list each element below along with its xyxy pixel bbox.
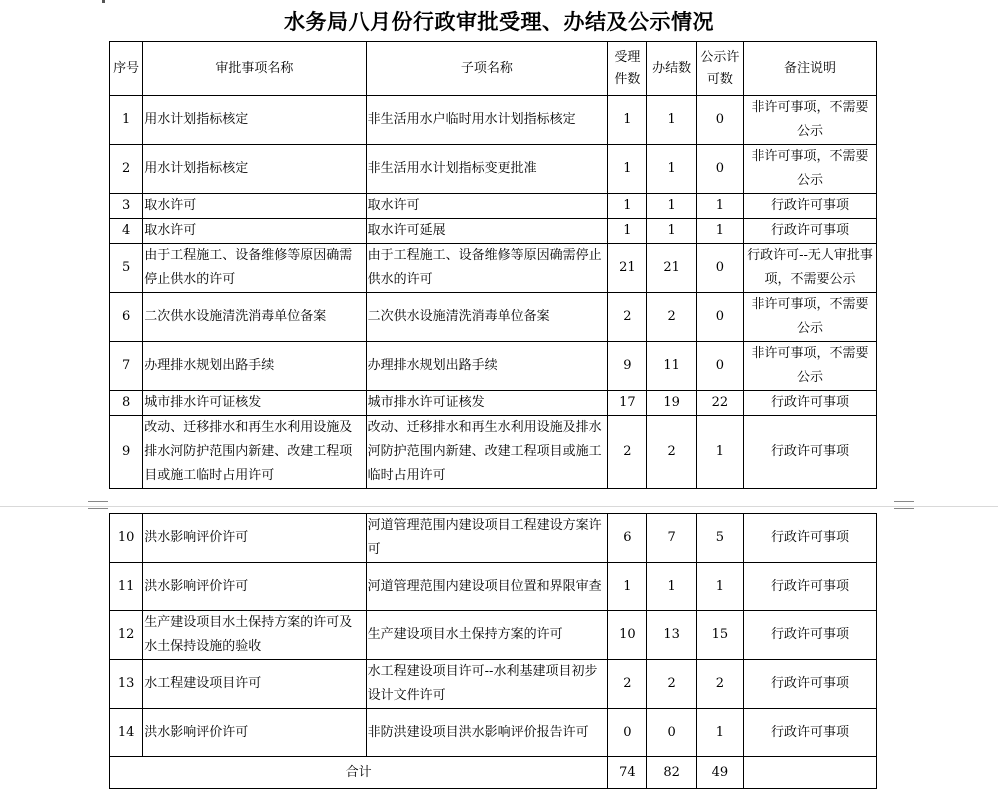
row-sub-item-name: 城市排水许可证核发 [366, 391, 608, 416]
header-sub: 子项名称 [366, 42, 608, 96]
row-received: 6 [608, 514, 647, 563]
row-item-name: 办理排水规划出路手续 [143, 342, 366, 391]
row-item-name: 取水许可 [143, 194, 366, 219]
row-sub-item-name: 取水许可 [366, 194, 608, 219]
row-item-name: 由于工程施工、设备维修等原因确需停止供水的许可 [143, 244, 366, 293]
row-sub-item-name: 取水许可延展 [366, 219, 608, 244]
header-completed: 办结数 [647, 42, 696, 96]
table-row [110, 145, 877, 194]
table-row [110, 563, 877, 611]
table-row [110, 293, 877, 342]
row-sub-item-name: 河道管理范围内建设项目工程建设方案许可 [366, 514, 608, 563]
table-row [110, 709, 877, 757]
row-item-name: 用水计划指标核定 [143, 145, 366, 194]
row-seq: 9 [110, 416, 143, 489]
row-received: 1 [608, 96, 647, 145]
row-completed: 2 [647, 660, 696, 709]
row-sub-item-name: 非生活用水计划指标变更批准 [366, 145, 608, 194]
table-row [110, 219, 877, 244]
row-completed: 7 [647, 514, 696, 563]
row-completed: 1 [647, 194, 696, 219]
row-item-name: 水工程建设项目许可 [143, 660, 366, 709]
row-note: 非许可事项，不需要公示 [744, 293, 877, 342]
row-received: 2 [608, 660, 647, 709]
row-note: 非许可事项，不需要公示 [744, 96, 877, 145]
row-seq: 4 [110, 219, 143, 244]
row-seq: 2 [110, 145, 143, 194]
row-received: 1 [608, 145, 647, 194]
row-seq: 11 [110, 563, 143, 611]
header-public: 公示许可数 [696, 42, 743, 96]
row-completed: 2 [647, 416, 696, 489]
row-note: 行政许可事项 [744, 709, 877, 757]
row-sub-item-name: 非生活用水户临时用水计划指标核定 [366, 96, 608, 145]
row-public: 0 [696, 96, 743, 145]
row-completed: 1 [647, 219, 696, 244]
row-seq: 5 [110, 244, 143, 293]
table-row [110, 194, 877, 219]
page-margin-mark-left [88, 501, 108, 509]
table-row [110, 391, 877, 416]
row-public: 0 [696, 145, 743, 194]
approval-table-page-1 [109, 41, 877, 489]
row-note: 行政许可事项 [744, 391, 877, 416]
header-note: 备注说明 [744, 42, 877, 96]
row-item-name: 洪水影响评价许可 [143, 563, 366, 611]
row-public: 0 [696, 293, 743, 342]
total-row [110, 757, 877, 789]
row-seq: 10 [110, 514, 143, 563]
row-item-name: 洪水影响评价许可 [143, 514, 366, 563]
total-public: 49 [696, 757, 743, 789]
total-received: 74 [608, 757, 647, 789]
row-seq: 13 [110, 660, 143, 709]
row-received: 2 [608, 416, 647, 489]
row-received: 0 [608, 709, 647, 757]
row-seq: 1 [110, 96, 143, 145]
row-public: 1 [696, 563, 743, 611]
total-label: 合计 [110, 757, 608, 789]
table-row [110, 660, 877, 709]
row-sub-item-name: 由于工程施工、设备维修等原因确需停止供水的许可 [366, 244, 608, 293]
header-item: 审批事项名称 [143, 42, 366, 96]
row-item-name: 用水计划指标核定 [143, 96, 366, 145]
row-public: 1 [696, 709, 743, 757]
row-sub-item-name: 河道管理范围内建设项目位置和界限审查 [366, 563, 608, 611]
row-public: 15 [696, 611, 743, 660]
row-sub-item-name: 二次供水设施清洗消毒单位备案 [366, 293, 608, 342]
row-public: 0 [696, 244, 743, 293]
row-item-name: 取水许可 [143, 219, 366, 244]
row-item-name: 洪水影响评价许可 [143, 709, 366, 757]
row-note: 行政许可事项 [744, 514, 877, 563]
row-note: 行政许可事项 [744, 563, 877, 611]
row-seq: 14 [110, 709, 143, 757]
row-received: 21 [608, 244, 647, 293]
row-seq: 12 [110, 611, 143, 660]
row-public: 0 [696, 342, 743, 391]
row-completed: 19 [647, 391, 696, 416]
row-item-name: 二次供水设施清洗消毒单位备案 [143, 293, 366, 342]
row-received: 1 [608, 194, 647, 219]
table-row [110, 96, 877, 145]
row-completed: 0 [647, 709, 696, 757]
header-seq: 序号 [110, 42, 143, 96]
row-note: 行政许可事项 [744, 660, 877, 709]
row-sub-item-name: 水工程建设项目许可--水利基建项目初步设计文件许可 [366, 660, 608, 709]
row-completed: 1 [647, 96, 696, 145]
row-note: 行政许可事项 [744, 219, 877, 244]
row-completed: 1 [647, 145, 696, 194]
row-note: 行政许可事项 [744, 611, 877, 660]
row-note: 非许可事项，不需要公示 [744, 145, 877, 194]
row-public: 2 [696, 660, 743, 709]
row-note: 非许可事项，不需要公示 [744, 342, 877, 391]
row-public: 22 [696, 391, 743, 416]
row-item-name: 城市排水许可证核发 [143, 391, 366, 416]
approval-table-page-2 [109, 513, 877, 789]
row-completed: 11 [647, 342, 696, 391]
row-completed: 13 [647, 611, 696, 660]
row-completed: 21 [647, 244, 696, 293]
row-received: 9 [608, 342, 647, 391]
row-sub-item-name: 办理排水规划出路手续 [366, 342, 608, 391]
row-completed: 1 [647, 563, 696, 611]
table-header-row [110, 42, 877, 96]
total-completed: 82 [647, 757, 696, 789]
row-received: 2 [608, 293, 647, 342]
row-public: 5 [696, 514, 743, 563]
row-seq: 6 [110, 293, 143, 342]
page-title: 水务局八月份行政审批受理、办结及公示情况 [284, 10, 714, 34]
row-received: 10 [608, 611, 647, 660]
row-sub-item-name: 生产建设项目水土保持方案的许可 [366, 611, 608, 660]
table-row [110, 611, 877, 660]
row-note: 行政许可--无人审批事项，不需要公示 [744, 244, 877, 293]
row-seq: 8 [110, 391, 143, 416]
row-received: 1 [608, 563, 647, 611]
table-row [110, 514, 877, 563]
row-received: 1 [608, 219, 647, 244]
row-item-name: 生产建设项目水土保持方案的许可及水土保持设施的验收 [143, 611, 366, 660]
header-received: 受理件数 [608, 42, 647, 96]
table-row [110, 416, 877, 489]
table-row [110, 244, 877, 293]
row-item-name: 改动、迁移排水和再生水利用设施及排水河防护范围内新建、改建工程项目或施工临时占用许可 [143, 416, 366, 489]
row-public: 1 [696, 219, 743, 244]
table-row [110, 342, 877, 391]
row-public: 1 [696, 416, 743, 489]
row-seq: 7 [110, 342, 143, 391]
row-note: 行政许可事项 [744, 194, 877, 219]
page-break-line [0, 506, 998, 507]
row-seq: 3 [110, 194, 143, 219]
page-margin-mark-right [894, 501, 914, 509]
row-sub-item-name: 改动、迁移排水和再生水利用设施及排水河防护范围内新建、改建工程项目或施工临时占用许可 [366, 416, 608, 489]
row-received: 17 [608, 391, 647, 416]
row-public: 1 [696, 194, 743, 219]
row-sub-item-name: 非防洪建设项目洪水影响评价报告许可 [366, 709, 608, 757]
page-corner-mark [102, 0, 105, 3]
row-completed: 2 [647, 293, 696, 342]
total-note [744, 757, 877, 789]
row-note: 行政许可事项 [744, 416, 877, 489]
